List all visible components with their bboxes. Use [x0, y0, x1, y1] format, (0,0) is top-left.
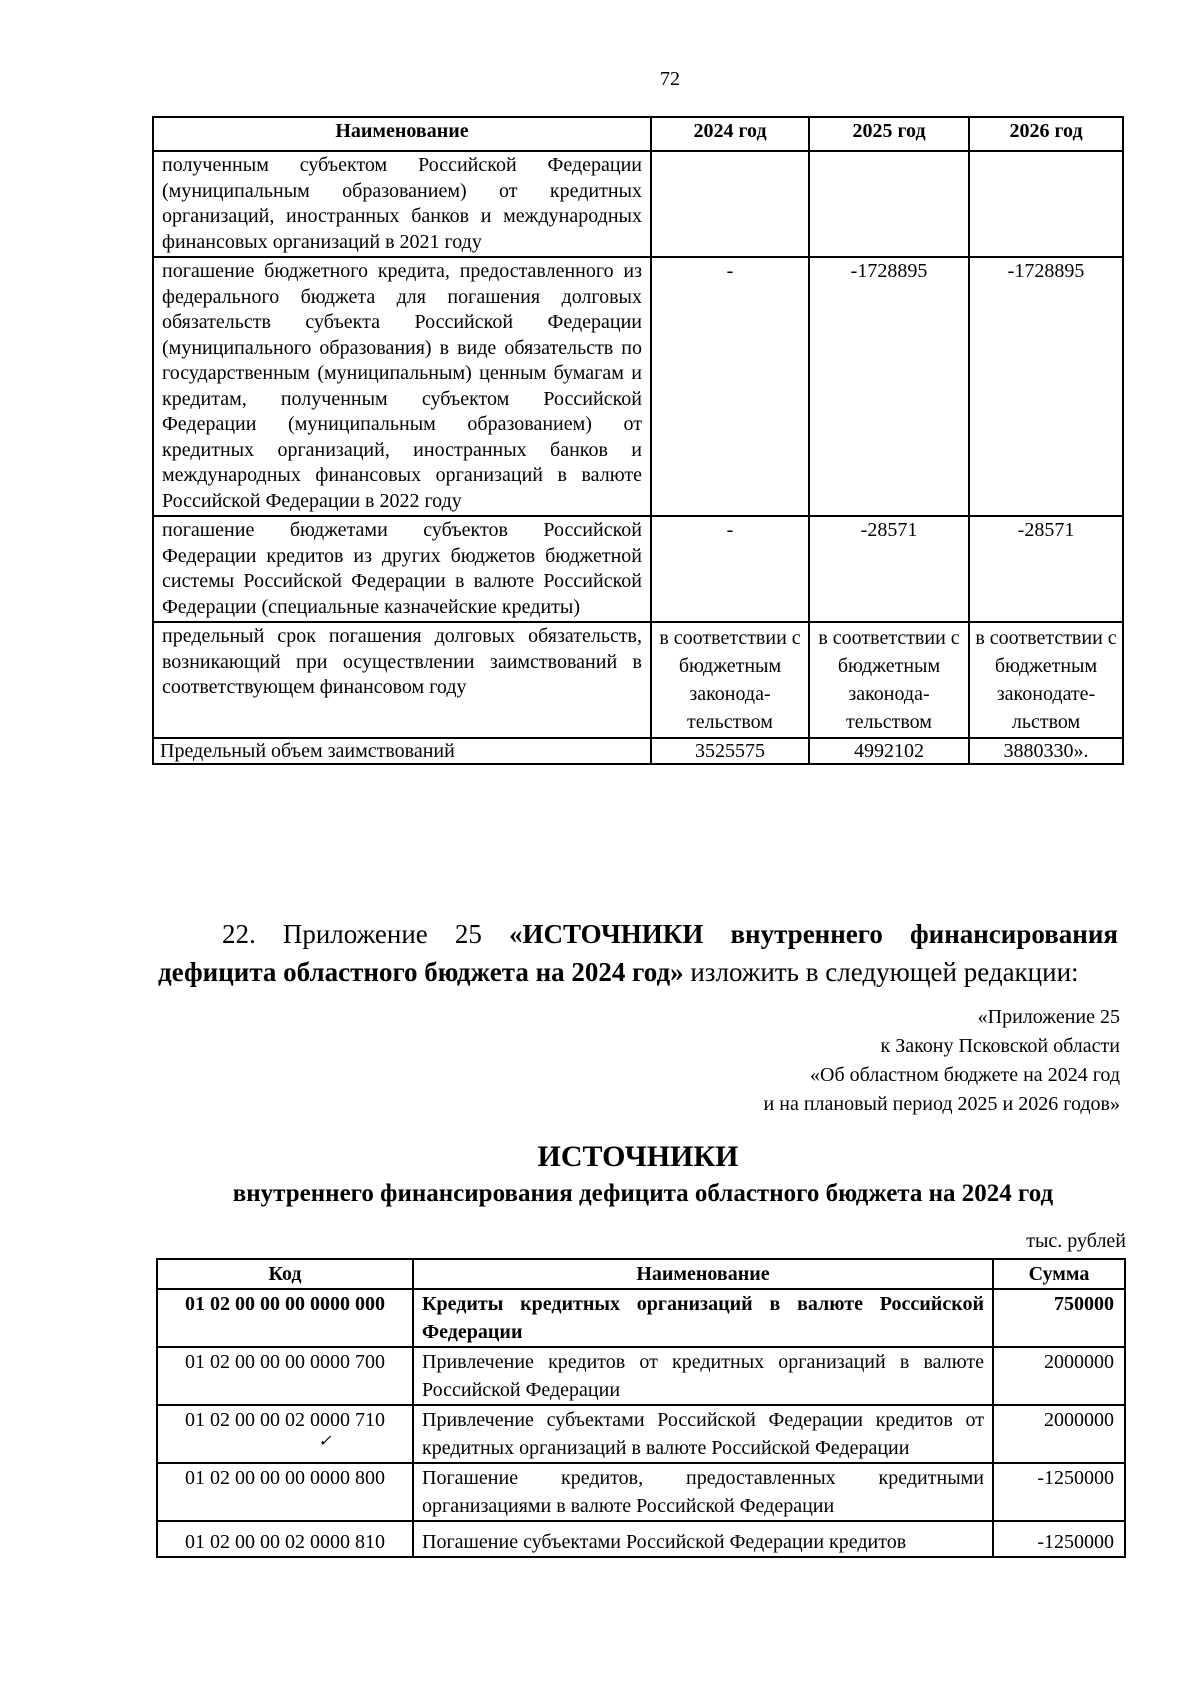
row-value-2026: -1728895: [969, 257, 1123, 516]
row-value-2025: -1728895: [809, 257, 969, 516]
appendix-title-line2: дефицита областного бюджета на 2024 год»: [158, 957, 684, 987]
document-title: ИСТОЧНИКИ: [537, 1140, 739, 1173]
row-sum: -1250000: [993, 1521, 1125, 1557]
row-value-2024: в соответствии с бюджетным законода-тельством: [651, 622, 809, 738]
table-row: [157, 1463, 1125, 1521]
row-value-2025: в соответствии с бюджетным законода-тельством: [809, 622, 969, 738]
column-header-2026: 2026 год: [969, 117, 1123, 151]
borrowing-limits-table: [152, 116, 1124, 765]
table-row: [153, 516, 1123, 622]
row-value-2026: [969, 151, 1123, 257]
column-header-name: Наименование: [153, 117, 651, 151]
table-header-row: [157, 1259, 1125, 1289]
page-number: 72: [660, 68, 680, 90]
row-name: полученным субъектом Российской Федерации (муниципальным образованием) от кредитных организаций, иностранных банков и международных финансовых организаций в 2021 году: [153, 151, 651, 257]
paragraph-number: 22. Приложение 25: [222, 919, 482, 949]
row-code: 01 02 00 00 02 0000 710: [185, 1409, 385, 1431]
appendix-line: «Об областном бюджете на 2024 год: [810, 1064, 1120, 1086]
appendix-title-line1: «ИСТОЧНИКИ внутреннего финансирования: [508, 919, 1118, 949]
row-code: 01 02 00 00 02 0000 810: [157, 1521, 413, 1557]
row-name: Привлечение субъектами Российской Федерации кредитов от кредитных организаций в валюте Российской Федерации: [413, 1405, 993, 1463]
row-value-2024: -: [651, 516, 809, 622]
row-code: 01 02 00 00 00 0000 800: [157, 1463, 413, 1521]
row-name: погашение бюджетами субъектов Российской Федерации кредитов из других бюджетов бюджетной системы Российской Федерации в валюте Российской Федерации (специальные казначейские кредиты): [153, 516, 651, 622]
paragraph-tail: изложить в следующей редакции:: [690, 957, 1079, 987]
row-code: 01 02 00 00 00 0000 700: [157, 1347, 413, 1405]
row-name: Погашение субъектами Российской Федерации кредитов: [413, 1521, 993, 1557]
document-subtitle: внутреннего финансирования дефицита областного бюджета на 2024 год: [232, 1180, 1054, 1207]
appendix-line: к Закону Псковской области: [880, 1035, 1120, 1057]
column-header-2024: 2024 год: [651, 117, 809, 151]
column-header-code: Код: [157, 1259, 413, 1289]
paragraph-line2: [158, 953, 1118, 991]
column-header-name: Наименование: [413, 1259, 993, 1289]
row-value-2024: [651, 151, 809, 257]
row-sum: -1250000: [993, 1463, 1125, 1521]
paragraph-22: [158, 915, 1118, 991]
row-sum: 2000000: [993, 1347, 1125, 1405]
row-value-2026: в соответствии с бюджетным законодате-льством: [969, 622, 1123, 738]
appendix-line: и на плановый период 2025 и 2026 годов»: [763, 1093, 1120, 1115]
pen-mark-icon: ✓: [318, 1433, 332, 1450]
financing-sources-table: [156, 1258, 1126, 1558]
row-sum: 2000000: [993, 1405, 1125, 1463]
row-name: предельный срок погашения долговых обязательств, возникающий при осуществлении заимствований в соответствующем финансовом году: [153, 622, 651, 738]
table-row: [153, 257, 1123, 516]
row-name: Привлечение кредитов от кредитных организаций в валюте Российской Федерации: [413, 1347, 993, 1405]
row-value-2024: -: [651, 257, 809, 516]
row-name: Погашение кредитов, предоставленных кредитными организациями в валюте Российской Федерации: [413, 1463, 993, 1521]
table-row: [157, 1521, 1125, 1557]
row-name: Кредиты кредитных организаций в валюте Российской Федерации: [413, 1289, 993, 1347]
column-header-sum: Сумма: [993, 1259, 1125, 1289]
row-value-2025: -28571: [809, 516, 969, 622]
row-value-2026: -28571: [969, 516, 1123, 622]
row-name: погашение бюджетного кредита, предоставленного из федерального бюджета для погашения долговых обязательств субъекта Российской Федерации (муниципального образования) в виде обязательств по государственным (муниципальным) ценным бумагам и кредитам, полученным субъектом Российской Федерации (муниципальным образованием) от кредитных организаций, иностранных банков и международных финансовых организаций в валюте Российской Федерации в 2022 году: [153, 257, 651, 516]
table-row: [153, 738, 1123, 764]
row-name: Предельный объем заимствований: [153, 738, 651, 764]
table-row: [157, 1347, 1125, 1405]
table-row: [153, 151, 1123, 257]
appendix-line: «Приложение 25: [977, 1006, 1120, 1028]
table-row: [153, 622, 1123, 738]
row-value-2025: [809, 151, 969, 257]
table-row: [157, 1289, 1125, 1347]
table-header-row: [153, 117, 1123, 151]
table-row: [157, 1405, 1125, 1463]
row-sum: 750000: [993, 1289, 1125, 1347]
appendix-reference: [764, 1003, 1120, 1119]
row-value-2026: 3880330».: [969, 738, 1123, 764]
row-code-cell: [157, 1405, 413, 1463]
units-label: тыс. рублей: [1026, 1230, 1126, 1252]
row-code: 01 02 00 00 00 0000 000: [157, 1289, 413, 1347]
row-value-2025: 4992102: [809, 738, 969, 764]
column-header-2025: 2025 год: [809, 117, 969, 151]
row-value-2024: 3525575: [651, 738, 809, 764]
